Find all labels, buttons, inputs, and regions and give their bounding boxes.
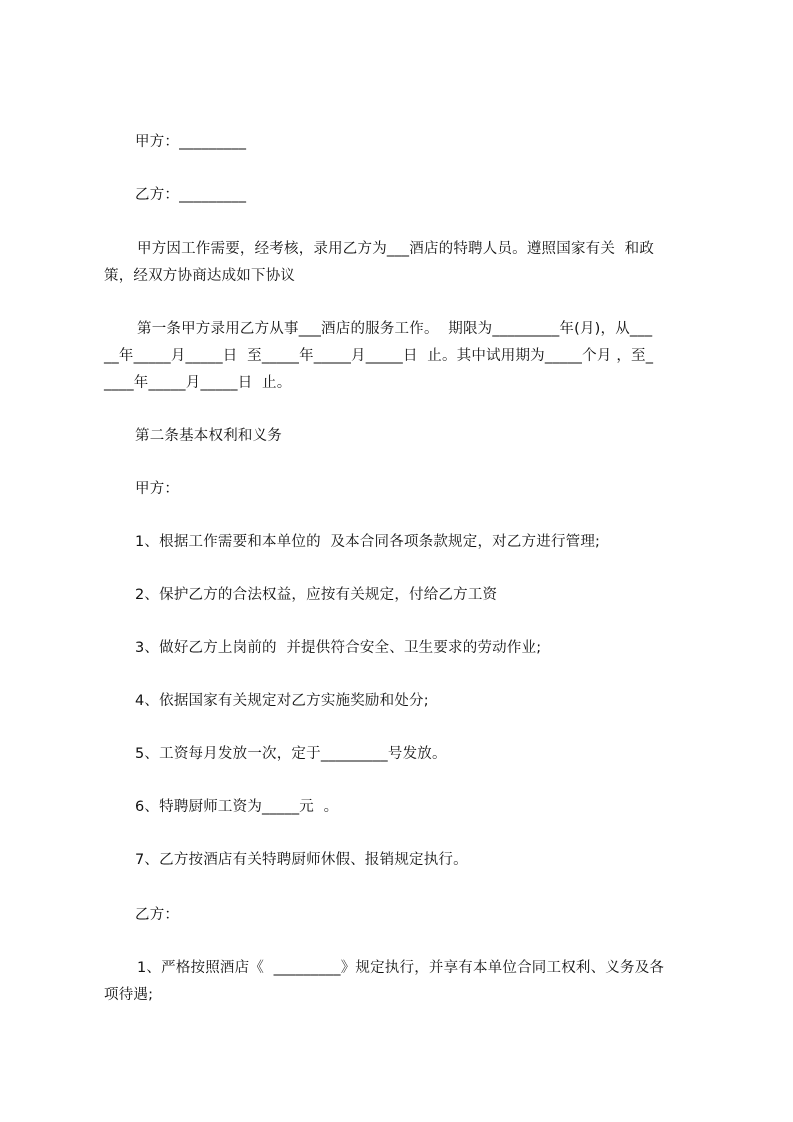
party-a-item-2: 2、保护乙方的合法权益，应按有关规定，付给乙方工资: [135, 587, 498, 603]
party-b-signature-line: 乙方：_________: [135, 187, 247, 203]
intro-paragraph-line-2: 策，经双方协商达成如下协议: [104, 268, 296, 284]
party-a-item-3: 3、做好乙方上岗前的 并提供符合安全、卫生要求的劳动作业;: [135, 640, 542, 656]
article-1-line-1: 第一条甲方录用乙方从事___酒店的服务工作。 期限为_________年(月)，从___: [137, 321, 653, 337]
party-a-item-1: 1、根据工作需要和本单位的 及本合同各项条款规定，对乙方进行管理;: [135, 534, 601, 550]
party-a-heading: 甲方：: [135, 481, 180, 497]
party-b-item-1-line-1: 1、严格按照酒店《 _________》规定执行，并享有本单位合同工权利、义务及各: [137, 960, 665, 976]
party-a-item-5: 5、工资每月发放一次，定于_________号发放。: [135, 746, 447, 762]
article-1-line-2: __年_____月_____日 至_____年_____月_____日 止。其中试用期为_____个月 ，至_: [104, 348, 654, 364]
intro-paragraph-line-1: 甲方因工作需要，经考核，录用乙方为___酒店的特聘人员。遵照国家有关 和政: [137, 241, 655, 257]
party-b-item-1-line-2: 项待遇;: [104, 987, 154, 1003]
party-a-item-6: 6、特聘厨师工资为_____元 。: [135, 799, 339, 815]
party-a-signature-line: 甲方：_________: [135, 134, 247, 150]
party-a-item-7: 7、乙方按酒店有关特聘厨师休假、报销规定执行。: [135, 852, 468, 868]
article-2-title: 第二条基本权利和义务: [135, 428, 282, 444]
party-b-heading: 乙方：: [135, 907, 180, 923]
party-a-item-4: 4、依据国家有关规定对乙方实施奖励和处分;: [135, 693, 429, 709]
article-1-line-3: ____年_____月_____日 止。: [104, 375, 292, 391]
